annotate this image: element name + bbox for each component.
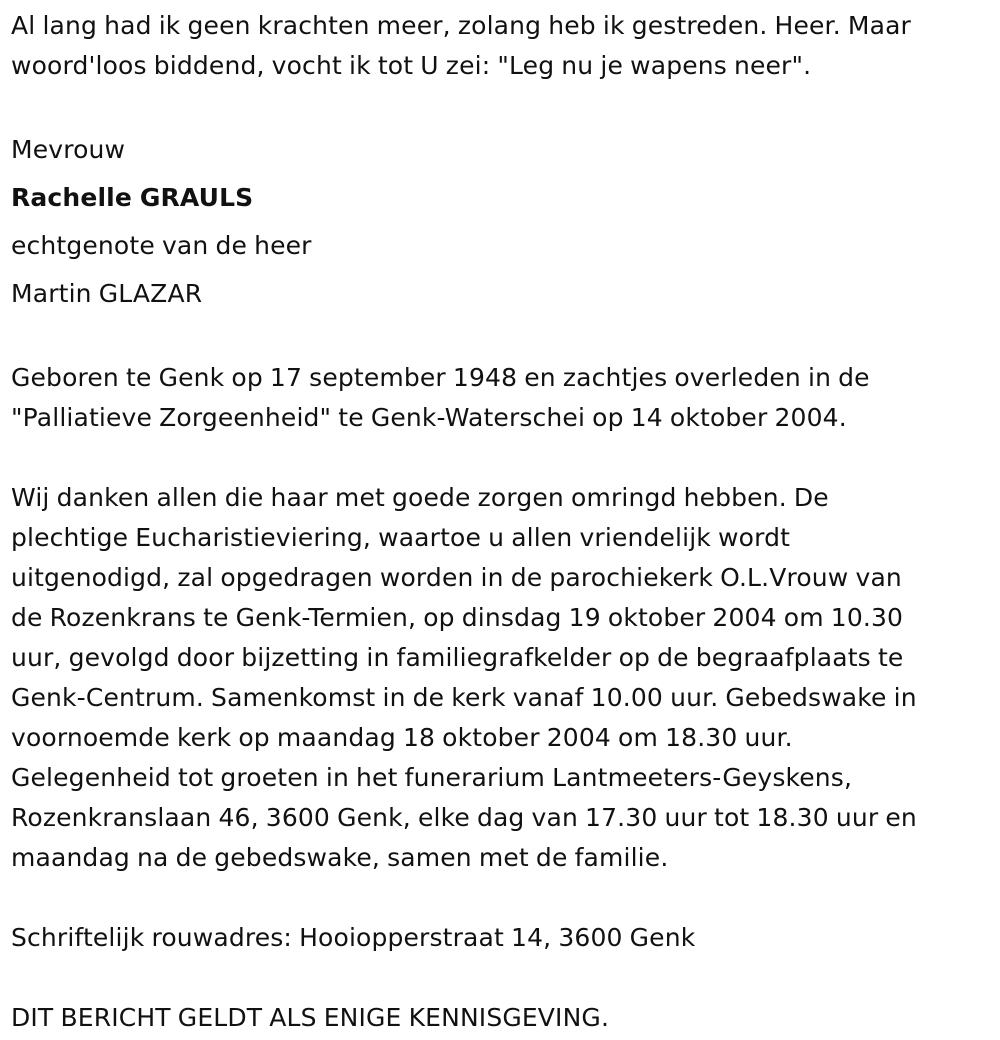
birth-death-paragraph bbox=[11, 358, 986, 438]
closing-statement: DIT BERICHT GELDT ALS ENIGE KENNISGEVING. bbox=[11, 1003, 610, 1032]
birth-death-line-1: Geboren te Genk op 17 september 1948 en zachtjes overleden in de bbox=[11, 363, 870, 392]
deceased-block bbox=[11, 126, 986, 318]
service-line: uitgenodigd, zal opgedragen worden in de parochiekerk O.L.Vrouw van bbox=[11, 563, 902, 592]
spacer bbox=[11, 86, 986, 126]
spacer bbox=[11, 878, 986, 918]
spacer bbox=[11, 958, 986, 998]
deceased-relation: echtgenote van de heer bbox=[11, 231, 312, 260]
service-line: Gelegenheid tot groeten in het funerarium Lantmeeters-Geyskens, bbox=[11, 763, 853, 792]
service-line: maandag na de gebedswake, samen met de familie. bbox=[11, 843, 669, 872]
service-line: de Rozenkrans te Genk-Termien, op dinsdag 19 oktober 2004 om 10.30 bbox=[11, 603, 904, 632]
spouse-name: Martin GLAZAR bbox=[11, 279, 203, 308]
birth-death-line-2: "Palliatieve Zorgeenheid" te Genk-Waterschei op 14 oktober 2004. bbox=[11, 403, 847, 432]
spacer bbox=[11, 438, 986, 478]
deceased-title: Mevrouw bbox=[11, 135, 126, 164]
service-line: Wij danken allen die haar met goede zorgen omringd hebben. De bbox=[11, 483, 829, 512]
deceased-name: Rachelle GRAULS bbox=[11, 183, 254, 212]
mourning-address: Schriftelijk rouwadres: Hooiopperstraat 14, 3600 Genk bbox=[11, 923, 696, 952]
service-paragraph bbox=[11, 478, 986, 878]
spacer bbox=[11, 318, 986, 358]
service-line: voornoemde kerk op maandag 18 oktober 2004 om 18.30 uur. bbox=[11, 723, 793, 752]
poem bbox=[11, 6, 986, 86]
obituary-notice bbox=[11, 6, 986, 1038]
service-line: Rozenkranslaan 46, 3600 Genk, elke dag van 17.30 uur tot 18.30 uur en bbox=[11, 803, 917, 832]
poem-line-1: Al lang had ik geen krachten meer, zolang heb ik gestreden. Heer. Maar bbox=[11, 11, 911, 40]
service-line: plechtige Eucharistieviering, waartoe u allen vriendelijk wordt bbox=[11, 523, 791, 552]
poem-line-2: woord'loos biddend, vocht ik tot U zei: "Leg nu je wapens neer". bbox=[11, 51, 812, 80]
service-line: Genk-Centrum. Samenkomst in de kerk vanaf 10.00 uur. Gebedswake in bbox=[11, 683, 917, 712]
service-line: uur, gevolgd door bijzetting in familiegrafkelder op de begraafplaats te bbox=[11, 643, 904, 672]
